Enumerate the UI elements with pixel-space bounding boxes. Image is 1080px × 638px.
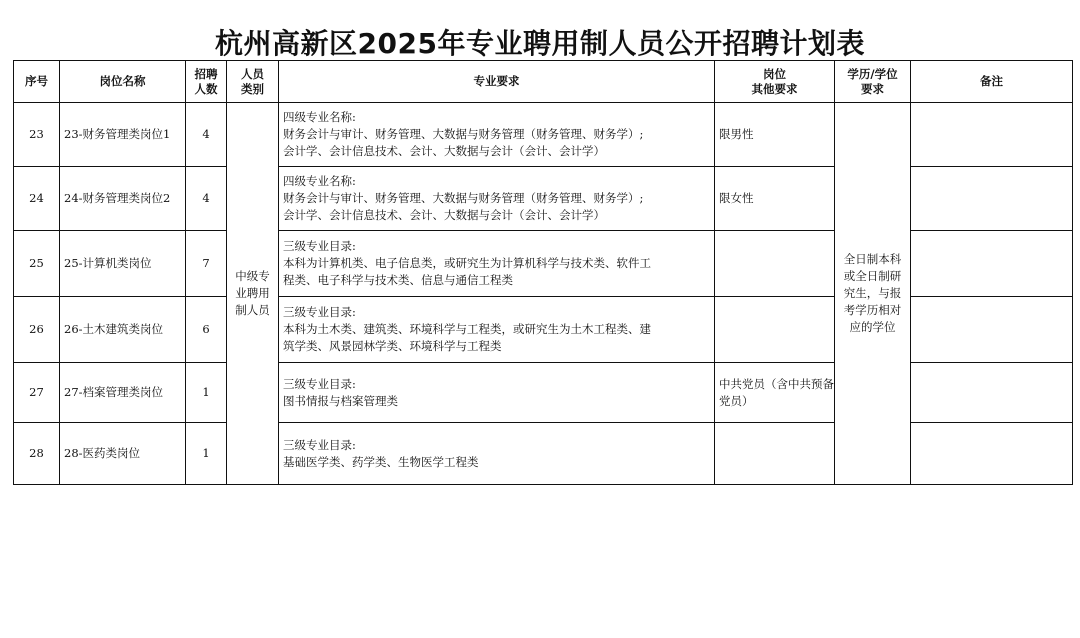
- cell-remark: [911, 167, 1073, 231]
- cell-seq: 27: [14, 363, 60, 423]
- cell-count: 1: [186, 363, 227, 423]
- cell-count: 4: [186, 103, 227, 167]
- cell-other: [715, 231, 835, 297]
- cell-position: 23-财务管理类岗位1: [60, 103, 186, 167]
- cell-position: 26-土木建筑类岗位: [60, 297, 186, 363]
- table-row: [14, 363, 1073, 423]
- cell-remark: [911, 363, 1073, 423]
- cell-other: [715, 423, 835, 485]
- category-text: 中级专业聘用制人员: [235, 269, 270, 317]
- cell-count: 1: [186, 423, 227, 485]
- table-row: [14, 167, 1073, 231]
- cell-category-merged: [227, 103, 279, 485]
- cell-position: 27-档案管理类岗位: [60, 363, 186, 423]
- cell-other: [715, 297, 835, 363]
- cell-other: 中共党员（含中共预备党员）: [715, 363, 835, 423]
- cell-count: 4: [186, 167, 227, 231]
- header-position: 岗位名称: [60, 61, 186, 103]
- cell-position: 28-医药类岗位: [60, 423, 186, 485]
- cell-remark: [911, 297, 1073, 363]
- cell-remark: [911, 103, 1073, 167]
- cell-remark: [911, 423, 1073, 485]
- cell-seq: 23: [14, 103, 60, 167]
- cell-count: 7: [186, 231, 227, 297]
- page-title: 杭州高新区2025年专业聘用制人员公开招聘计划表: [215, 27, 865, 60]
- table-header-row: [14, 61, 1073, 103]
- header-remark: 备注: [911, 61, 1073, 103]
- header-degree: 学历/学位 要求: [835, 61, 911, 103]
- table-row: [14, 231, 1073, 297]
- header-major: 专业要求: [279, 61, 715, 103]
- cell-major: 四级专业名称: 财务会计与审计、财务管理、大数据与财务管理（财务管理、财务学）; 会计学、会计信息技术、会计、大数据与会计（会计、会计学）: [279, 103, 715, 167]
- cell-position: 25-计算机类岗位: [60, 231, 186, 297]
- cell-seq: 25: [14, 231, 60, 297]
- cell-degree-merged: [835, 103, 911, 485]
- cell-other: 限男性: [715, 103, 835, 167]
- cell-other: 限女性: [715, 167, 835, 231]
- cell-position: 24-财务管理类岗位2: [60, 167, 186, 231]
- header-other: 岗位 其他要求: [715, 61, 835, 103]
- header-seq: 序号: [14, 61, 60, 103]
- table-row: [14, 423, 1073, 485]
- cell-major: 三级专业目录: 本科为土木类、建筑类、环境科学与工程类，或研究生为土木工程类、建 筑学类、风景园林学类、环境科学与工程类: [279, 297, 715, 363]
- cell-major: 三级专业目录: 基础医学类、药学类、生物医学工程类: [279, 423, 715, 485]
- table-row: [14, 297, 1073, 363]
- cell-seq: 26: [14, 297, 60, 363]
- cell-count: 6: [186, 297, 227, 363]
- cell-remark: [911, 231, 1073, 297]
- cell-major: 三级专业目录: 图书情报与档案管理类: [279, 363, 715, 423]
- recruitment-plan-table: [13, 60, 1073, 485]
- header-category: 人员 类别: [227, 61, 279, 103]
- header-count: 招聘 人数: [186, 61, 227, 103]
- cell-major: 三级专业目录: 本科为计算机类、电子信息类，或研究生为计算机科学与技术类、软件工 程类、电子科学与技术类、信息与通信工程类: [279, 231, 715, 297]
- table-row: [14, 103, 1073, 167]
- degree-text: 全日制本科或全日制研究生，与报考学历相对应的学位: [843, 252, 902, 334]
- cell-major: 四级专业名称: 财务会计与审计、财务管理、大数据与财务管理（财务管理、财务学）; 会计学、会计信息技术、会计、大数据与会计（会计、会计学）: [279, 167, 715, 231]
- cell-seq: 28: [14, 423, 60, 485]
- cell-seq: 24: [14, 167, 60, 231]
